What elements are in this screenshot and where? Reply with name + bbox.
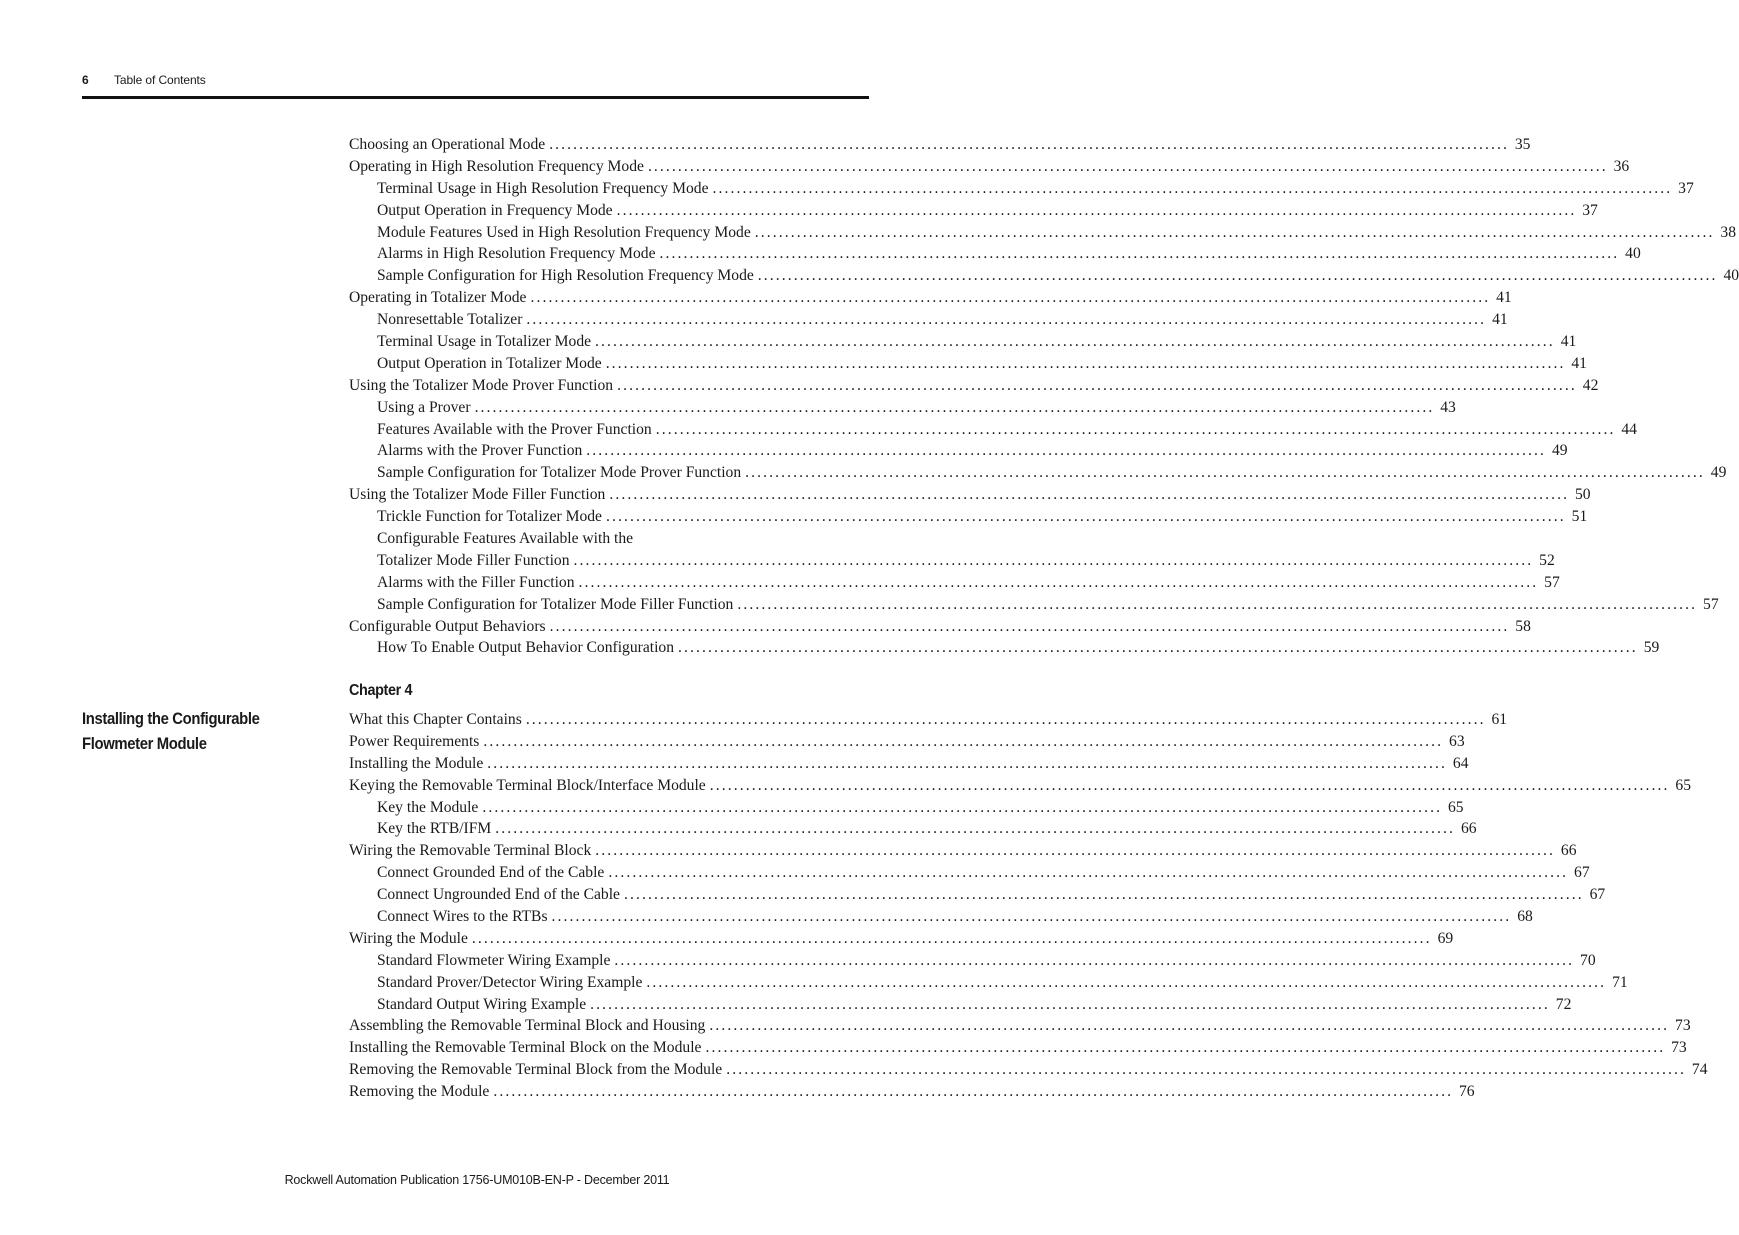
toc-entry-title: Configurable Output Behaviors bbox=[349, 617, 546, 635]
toc-entry-title: Totalizer Mode Filler Function bbox=[377, 551, 570, 569]
toc-dot-leader: ................................................................................................................................................................ bbox=[608, 864, 1569, 882]
toc-entry-title: Power Requirements bbox=[349, 732, 480, 750]
toc-entry-title: Wiring the Module bbox=[349, 929, 468, 947]
toc-dot-leader: ................................................................................................................................................................ bbox=[757, 267, 1718, 285]
toc-entry-page: 58 bbox=[1515, 617, 1531, 635]
toc-entry-page: 71 bbox=[1612, 973, 1628, 991]
toc-entry-page: 57 bbox=[1544, 573, 1560, 591]
toc-dot-leader: ................................................................................................................................................................ bbox=[678, 639, 1638, 657]
toc-entry[interactable] bbox=[349, 972, 1628, 994]
toc-entry-title: Key the Module bbox=[377, 798, 479, 816]
toc-entry-page: 35 bbox=[1514, 136, 1531, 153]
toc-entry[interactable] bbox=[349, 178, 1694, 200]
toc-dot-leader: ................................................................................................................................................................ bbox=[623, 886, 1584, 904]
toc-entry-title: Keying the Removable Terminal Block/Interface Module bbox=[349, 776, 706, 794]
toc-entry-page: 66 bbox=[1460, 820, 1477, 838]
toc-entry[interactable] bbox=[349, 156, 1630, 178]
toc-entry[interactable] bbox=[349, 419, 1637, 441]
toc-entry[interactable] bbox=[349, 506, 1588, 528]
toc-entry-title: How To Enable Output Behavior Configuration bbox=[377, 639, 675, 657]
toc-entry-title: Wiring the Removable Terminal Block bbox=[349, 842, 592, 860]
toc-dot-leader: ................................................................................................................................................................ bbox=[549, 617, 1510, 635]
page-footer: Rockwell Automation Publication 1756-UM010B-EN-P - December 2011 bbox=[284, 1173, 670, 1187]
toc-entry-page: 66 bbox=[1560, 842, 1577, 860]
toc-entry-title: Connect Ungrounded End of the Cable bbox=[377, 886, 620, 904]
toc-dot-leader: ................................................................................................................................................................ bbox=[595, 842, 1555, 860]
toc-entry[interactable] bbox=[349, 731, 1465, 753]
toc-entry[interactable] bbox=[349, 1059, 1708, 1081]
toc-entry-page: 41 bbox=[1492, 311, 1508, 329]
toc-entry-title: Output Operation in Totalizer Mode bbox=[377, 354, 602, 372]
toc-entry-title: Configurable Features Available with the bbox=[377, 530, 634, 548]
toc-entry-page: 42 bbox=[1582, 376, 1599, 394]
toc-entry-page: 64 bbox=[1452, 754, 1469, 772]
toc-entry-title: Sample Configuration for Totalizer Mode Filler Function bbox=[377, 595, 734, 613]
page-number: 6 bbox=[82, 73, 89, 87]
toc-entry[interactable] bbox=[349, 572, 1560, 594]
toc-dot-leader: ................................................................................................................................................................ bbox=[605, 354, 1566, 372]
toc-entry-title: Connect Grounded End of the Cable bbox=[377, 864, 605, 882]
toc-entry[interactable] bbox=[349, 243, 1641, 265]
toc-dot-leader: ................................................................................................................................................................ bbox=[616, 201, 1577, 219]
toc-entry[interactable] bbox=[349, 884, 1606, 906]
toc-dot-leader: ................................................................................................................................................................ bbox=[614, 951, 1575, 969]
toc-entry-title: Module Features Used in High Resolution Frequency Mode bbox=[377, 223, 751, 241]
toc-entry-title: Features Available with the Prover Function bbox=[377, 420, 652, 438]
toc-entry[interactable] bbox=[349, 1015, 1691, 1037]
toc-entry-page: 61 bbox=[1491, 711, 1508, 728]
toc-dot-leader: ................................................................................................................................................................ bbox=[530, 289, 1491, 307]
toc-entry[interactable] bbox=[349, 818, 1477, 840]
toc-entry[interactable] bbox=[349, 928, 1454, 950]
toc-entry-title: Using a Prover bbox=[377, 398, 471, 416]
toc-entry[interactable] bbox=[349, 134, 1531, 156]
toc-entry-title: What this Chapter Contains bbox=[349, 711, 522, 728]
toc-entry-page: 70 bbox=[1580, 951, 1596, 969]
toc-dot-leader: ................................................................................................................................................................ bbox=[525, 711, 1486, 728]
toc-entry-title: Using the Totalizer Mode Prover Function bbox=[349, 376, 614, 394]
toc-entry-page: 51 bbox=[1571, 508, 1588, 526]
toc-dot-leader: ................................................................................................................................................................ bbox=[646, 973, 1607, 991]
toc-dot-leader: ................................................................................................................................................................ bbox=[526, 311, 1487, 329]
toc-entry[interactable] bbox=[349, 775, 1691, 797]
toc-entry[interactable] bbox=[349, 440, 1568, 462]
toc-entry-page: 73 bbox=[1671, 1039, 1687, 1057]
toc-dot-leader: ................................................................................................................................................................ bbox=[617, 376, 1577, 394]
toc-entry[interactable] bbox=[349, 331, 1577, 353]
toc-entry-title: Standard Output Wiring Example bbox=[377, 995, 587, 1013]
toc-entry-title: Operating in Totalizer Mode bbox=[349, 289, 527, 307]
toc-entry-title: Alarms in High Resolution Frequency Mode bbox=[377, 245, 656, 263]
toc-dot-leader: ................................................................................................................................................................ bbox=[709, 776, 1670, 794]
toc-entry-title: Removing the Removable Terminal Block from the Module bbox=[349, 1061, 723, 1079]
toc-entry-page: 76 bbox=[1459, 1083, 1475, 1101]
toc-entry[interactable] bbox=[349, 222, 1737, 244]
toc-entry[interactable] bbox=[349, 309, 1508, 331]
toc-entry[interactable] bbox=[349, 287, 1512, 309]
toc-dot-leader: ................................................................................................................................................................ bbox=[590, 995, 1550, 1013]
toc-dot-leader: ................................................................................................................................................................ bbox=[482, 798, 1443, 816]
toc-dot-leader: ................................................................................................................................................................ bbox=[647, 157, 1608, 175]
toc-entry-page: 37 bbox=[1582, 201, 1598, 219]
toc-entry-title: Installing the Module bbox=[349, 754, 484, 772]
toc-entry-page: 49 bbox=[1551, 442, 1568, 460]
toc-entry[interactable] bbox=[349, 1081, 1475, 1103]
toc-entry[interactable] bbox=[349, 637, 1660, 659]
toc-entry[interactable] bbox=[349, 528, 869, 550]
toc-entry-title: Using the Totalizer Mode Filler Function bbox=[349, 486, 606, 504]
toc-list-continued bbox=[349, 134, 1739, 659]
toc-entry-page: 49 bbox=[1710, 464, 1727, 482]
toc-entry-page: 74 bbox=[1691, 1061, 1708, 1079]
toc-dot-leader: ................................................................................................................................................................ bbox=[726, 1061, 1686, 1079]
toc-entry-page: 36 bbox=[1613, 157, 1630, 175]
toc-entry-page: 41 bbox=[1496, 289, 1512, 307]
toc-entry-page: 72 bbox=[1555, 995, 1572, 1013]
toc-entry[interactable] bbox=[349, 265, 1739, 287]
toc-entry-page: 43 bbox=[1440, 398, 1456, 416]
toc-entry-page: 67 bbox=[1574, 864, 1590, 882]
toc-dot-leader: ................................................................................................................................................................ bbox=[573, 551, 1534, 569]
toc-entry-title: Removing the Module bbox=[349, 1083, 490, 1101]
toc-entry-page: 40 bbox=[1723, 267, 1739, 285]
toc-entry[interactable] bbox=[349, 994, 1572, 1016]
toc-dot-leader: ................................................................................................................................................................ bbox=[474, 398, 1435, 416]
toc-entry-title: Alarms with the Filler Function bbox=[377, 573, 575, 591]
toc-entry-title: Alarms with the Prover Function bbox=[377, 442, 583, 460]
toc-dot-leader: ................................................................................................................................................................ bbox=[586, 442, 1547, 460]
toc-entry[interactable] bbox=[349, 397, 1456, 419]
toc-dot-leader: ................................................................................................................................................................ bbox=[471, 929, 1432, 947]
toc-entry-title: Assembling the Removable Terminal Block and Housing bbox=[349, 1017, 706, 1035]
toc-list-chapter-4 bbox=[349, 709, 1708, 1103]
toc-entry-page: 57 bbox=[1703, 595, 1719, 613]
toc-dot-leader: ................................................................................................................................................................ bbox=[549, 136, 1509, 153]
toc-dot-leader: ................................................................................................................................................................ bbox=[578, 573, 1539, 591]
toc-dot-leader: ................................................................................................................................................................ bbox=[659, 245, 1620, 263]
toc-entry[interactable] bbox=[349, 709, 1508, 731]
toc-entry-page: 67 bbox=[1589, 886, 1606, 904]
toc-entry-title: Operating in High Resolution Frequency Mode bbox=[349, 157, 644, 175]
toc-entry-page: 59 bbox=[1643, 639, 1660, 657]
toc-entry-title: Standard Flowmeter Wiring Example bbox=[377, 951, 611, 969]
toc-entry-page: 40 bbox=[1625, 245, 1641, 263]
toc-dot-leader: ................................................................................................................................................................ bbox=[483, 732, 1444, 750]
toc-entry-title: Standard Prover/Detector Wiring Example bbox=[377, 973, 643, 991]
toc-entry[interactable] bbox=[349, 797, 1464, 819]
toc-entry-title: Terminal Usage in Totalizer Mode bbox=[377, 333, 592, 351]
toc-entry-page: 44 bbox=[1621, 420, 1637, 438]
toc-entry[interactable] bbox=[349, 950, 1596, 972]
toc-entry-page: 41 bbox=[1560, 333, 1577, 351]
toc-dot-leader: ................................................................................................................................................................ bbox=[754, 223, 1715, 241]
toc-entry-title: Key the RTB/IFM bbox=[377, 820, 492, 838]
toc-entry-title: Installing the Removable Terminal Block on the Module bbox=[349, 1039, 702, 1057]
toc-entry[interactable] bbox=[349, 375, 1599, 397]
toc-entry[interactable] bbox=[349, 353, 1587, 375]
toc-dot-leader: ................................................................................................................................................................ bbox=[487, 754, 1448, 772]
toc-entry-title: Sample Configuration for High Resolution Frequency Mode bbox=[377, 267, 754, 285]
toc-entry-title: Sample Configuration for Totalizer Mode Prover Function bbox=[377, 464, 742, 482]
toc-dot-leader: ................................................................................................................................................................ bbox=[705, 1039, 1666, 1057]
toc-entry-page: 41 bbox=[1571, 354, 1587, 372]
chapter-label: Chapter 4 bbox=[349, 682, 413, 699]
header-rule bbox=[82, 96, 869, 99]
toc-entry[interactable] bbox=[349, 906, 1533, 928]
toc-entry-title: Connect Wires to the RTBs bbox=[377, 908, 548, 926]
toc-dot-leader: ................................................................................................................................................................ bbox=[493, 1083, 1454, 1101]
toc-entry[interactable] bbox=[349, 753, 1469, 775]
chapter-side-heading bbox=[82, 707, 298, 757]
toc-entry[interactable] bbox=[349, 484, 1591, 506]
toc-entry[interactable] bbox=[349, 616, 1531, 638]
toc-entry-page: 38 bbox=[1720, 223, 1737, 241]
toc-dot-leader: ................................................................................................................................................................ bbox=[709, 1017, 1670, 1035]
toc-entry-page: 69 bbox=[1437, 929, 1454, 947]
toc-entry-page: 50 bbox=[1574, 486, 1591, 504]
toc-entry-title: Output Operation in Frequency Mode bbox=[377, 201, 613, 219]
toc-entry-page: 52 bbox=[1539, 551, 1555, 569]
toc-entry[interactable] bbox=[349, 1037, 1687, 1059]
toc-entry-title: Terminal Usage in High Resolution Frequency Mode bbox=[377, 179, 709, 197]
toc-dot-leader: ................................................................................................................................................................ bbox=[745, 464, 1705, 482]
toc-entry[interactable] bbox=[349, 462, 1727, 484]
toc-entry-page: 65 bbox=[1675, 776, 1691, 794]
toc-entry-page: 73 bbox=[1675, 1017, 1691, 1035]
toc-dot-leader: ................................................................................................................................................................ bbox=[655, 420, 1616, 438]
toc-entry[interactable] bbox=[349, 200, 1598, 222]
toc-entry-page: 63 bbox=[1449, 732, 1465, 750]
page-header bbox=[0, 0, 954, 100]
toc-entry-title: Choosing an Operational Mode bbox=[349, 136, 546, 153]
toc-entry-page: 65 bbox=[1448, 798, 1464, 816]
toc-entry[interactable] bbox=[349, 550, 1555, 572]
toc-entry[interactable] bbox=[349, 840, 1577, 862]
toc-dot-leader: ................................................................................................................................................................ bbox=[595, 333, 1555, 351]
toc-dot-leader: ................................................................................................................................................................ bbox=[551, 908, 1512, 926]
toc-dot-leader: ................................................................................................................................................................ bbox=[609, 486, 1570, 504]
toc-entry[interactable] bbox=[349, 862, 1590, 884]
toc-dot-leader: ................................................................................................................................................................ bbox=[495, 820, 1456, 838]
toc-entry-page: 68 bbox=[1517, 908, 1533, 926]
side-heading-line-1: Installing the Configurable bbox=[82, 710, 260, 728]
toc-entry-title: Nonresettable Totalizer bbox=[377, 311, 523, 329]
toc-entry[interactable] bbox=[349, 594, 1719, 616]
toc-dot-leader: ................................................................................................................................................................ bbox=[712, 179, 1673, 197]
toc-entry-page: 37 bbox=[1678, 179, 1694, 197]
toc-entry-title: Trickle Function for Totalizer Mode bbox=[377, 508, 602, 526]
header-title: Table of Contents bbox=[114, 73, 206, 87]
toc-dot-leader: ................................................................................................................................................................ bbox=[605, 508, 1566, 526]
side-heading-line-2: Flowmeter Module bbox=[82, 735, 207, 753]
toc-dot-leader: ................................................................................................................................................................ bbox=[737, 595, 1698, 613]
